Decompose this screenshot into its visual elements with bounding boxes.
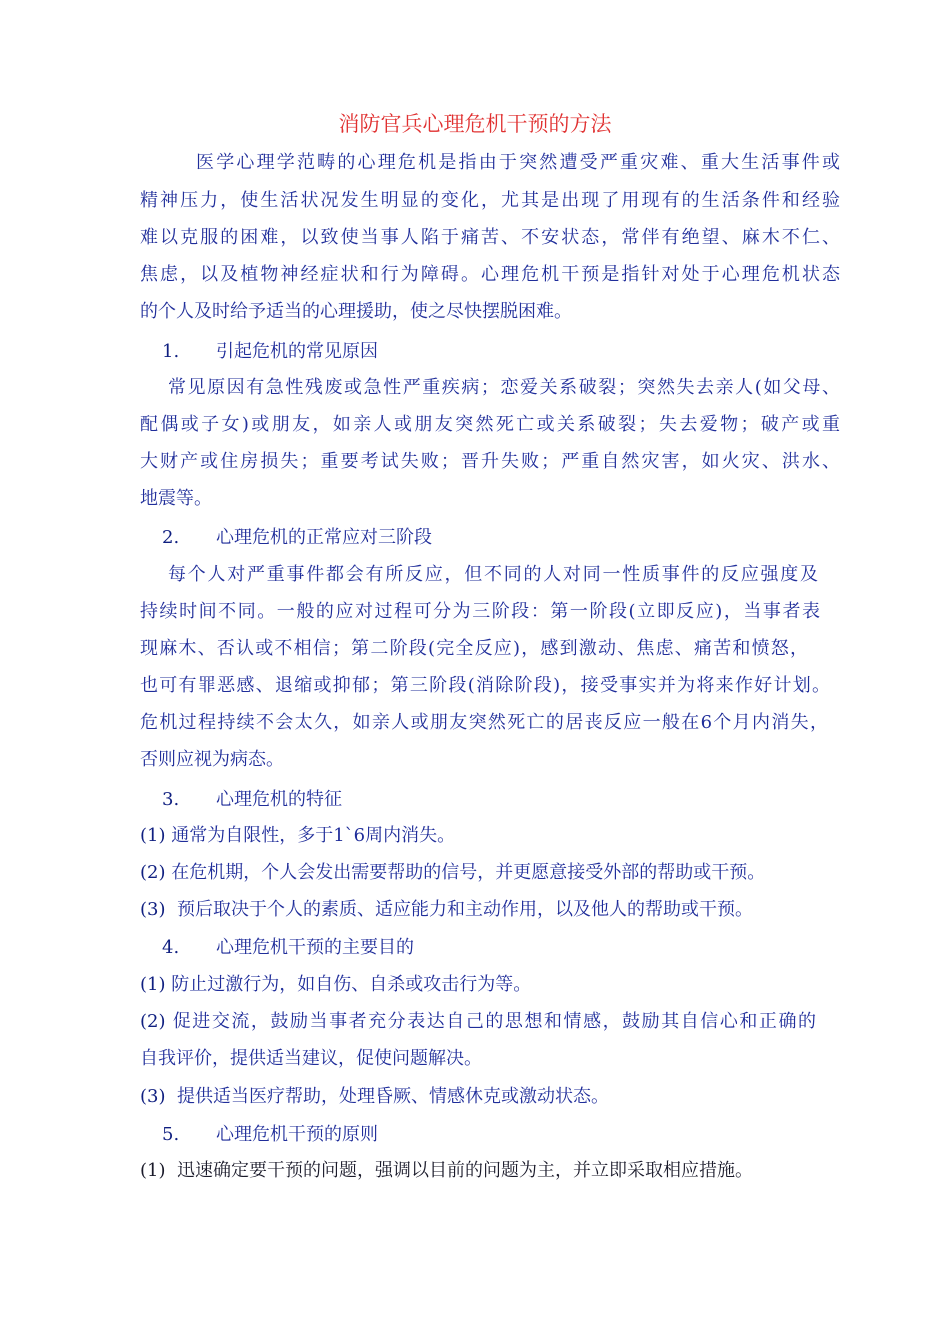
list-item-text: 促进交流，鼓励当事者充分表达自己的思想和情感，鼓励其自信心和正确的 [172, 1011, 816, 1032]
list-item-text: 迅速确定要干预的问题，强调以目前的问题为主，并立即采取相应措施。 [176, 1160, 753, 1181]
section-number: 2. [162, 527, 180, 548]
list-item [140, 898, 840, 922]
list-marker: (1) [140, 974, 166, 995]
list-marker: (1) [140, 1160, 166, 1181]
list-item [140, 861, 840, 885]
list-item-text: 提供适当医疗帮助，处理昏厥、情感休克或激动状态。 [176, 1086, 609, 1107]
section-number: 1. [162, 341, 180, 362]
section-2-line-6: 否则应视为病态。 [140, 749, 284, 770]
list-item-text: 通常为自限性，多于1`6周内消失。 [171, 825, 456, 846]
section-number: 4. [162, 937, 180, 958]
section-heading-text: 心理危机干预的原则 [216, 1124, 378, 1145]
list-item-text: 防止过激行为，如自伤、自杀或攻击行为等。 [171, 974, 532, 995]
section-number: 5. [162, 1124, 180, 1145]
intro-line-5: 的个人及时给予适当的心理援助，使之尽快摆脱困难。 [140, 301, 572, 322]
section-2-line-2: 持续时间不同。一般的应对过程可分为三阶段：第一阶段(立即反应)，当事者表 [140, 601, 820, 622]
section-2-line-4: 也可有罪恶感、退缩或抑郁；第三阶段(消除阶段)，接受事实并为将来作好计划。 [140, 675, 830, 696]
section-1-line-1: 常见原因有急性残废或急性严重疾病；恋爱关系破裂；突然失去亲人(如父母、 [168, 377, 840, 398]
list-marker: (2) [140, 862, 166, 883]
intro-line-1: 医学心理学范畴的心理危机是指由于突然遭受严重灾难、重大生活事件或 [196, 152, 840, 173]
section-heading-1 [162, 340, 762, 364]
list-item [140, 824, 840, 848]
list-item [140, 973, 840, 997]
list-marker: (3) [140, 899, 166, 920]
section-heading-text: 引起危机的常见原因 [216, 341, 378, 362]
list-item-continuation: 自我评价，提供适当建议，促使问题解决。 [140, 1048, 482, 1069]
list-item [140, 1010, 816, 1034]
section-2-line-5: 危机过程持续不会太久，如亲人或朋友突然死亡的居丧反应一般在6个月内消失， [140, 712, 828, 733]
intro-line-4: 焦虑，以及植物神经症状和行为障碍。心理危机干预是指针对处于心理危机状态 [140, 264, 840, 285]
section-heading-text: 心理危机的正常应对三阶段 [216, 527, 432, 548]
section-1-line-4: 地震等。 [140, 488, 212, 509]
section-2-line-3: 现麻木、否认或不相信；第二阶段(完全反应)，感到激动、焦虑、痛苦和愤怒， [140, 638, 808, 659]
section-1-line-2: 配偶或子女)或朋友，如亲人或朋友突然死亡或关系破裂；失去爱物；破产或重 [140, 414, 840, 435]
section-2-line-1: 每个人对严重事件都会有所反应，但不同的人对同一性质事件的反应强度及 [168, 564, 818, 585]
list-item-text: 预后取决于个人的素质、适应能力和主动作用，以及他人的帮助或干预。 [176, 899, 753, 920]
list-marker: (3) [140, 1086, 166, 1107]
section-heading-2 [162, 526, 762, 550]
intro-line-3: 难以克服的困难，以致使当事人陷于痛苦、不安状态，常伴有绝望、麻木不仁、 [140, 227, 840, 248]
section-1-line-3: 大财产或住房损失；重要考试失败；晋升失败；严重自然灾害，如火灾、洪水、 [140, 451, 840, 472]
list-marker: (1) [140, 825, 166, 846]
document-title: 消防官兵心理危机干预的方法 [338, 112, 612, 136]
section-heading-4 [162, 936, 762, 960]
list-item-text: 在危机期，个人会发出需要帮助的信号，并更愿意接受外部的帮助或干预。 [171, 862, 766, 883]
intro-line-2: 精神压力，使生活状况发生明显的变化，尤其是出现了用现有的生活条件和经验 [140, 190, 840, 211]
list-marker: (2) [140, 1011, 166, 1032]
section-heading-5 [162, 1123, 762, 1147]
list-item [140, 1085, 840, 1109]
section-heading-3 [162, 788, 762, 812]
list-item [140, 1159, 840, 1183]
section-heading-text: 心理危机的特征 [216, 789, 342, 810]
section-heading-text: 心理危机干预的主要目的 [216, 937, 414, 958]
section-number: 3. [162, 789, 180, 810]
